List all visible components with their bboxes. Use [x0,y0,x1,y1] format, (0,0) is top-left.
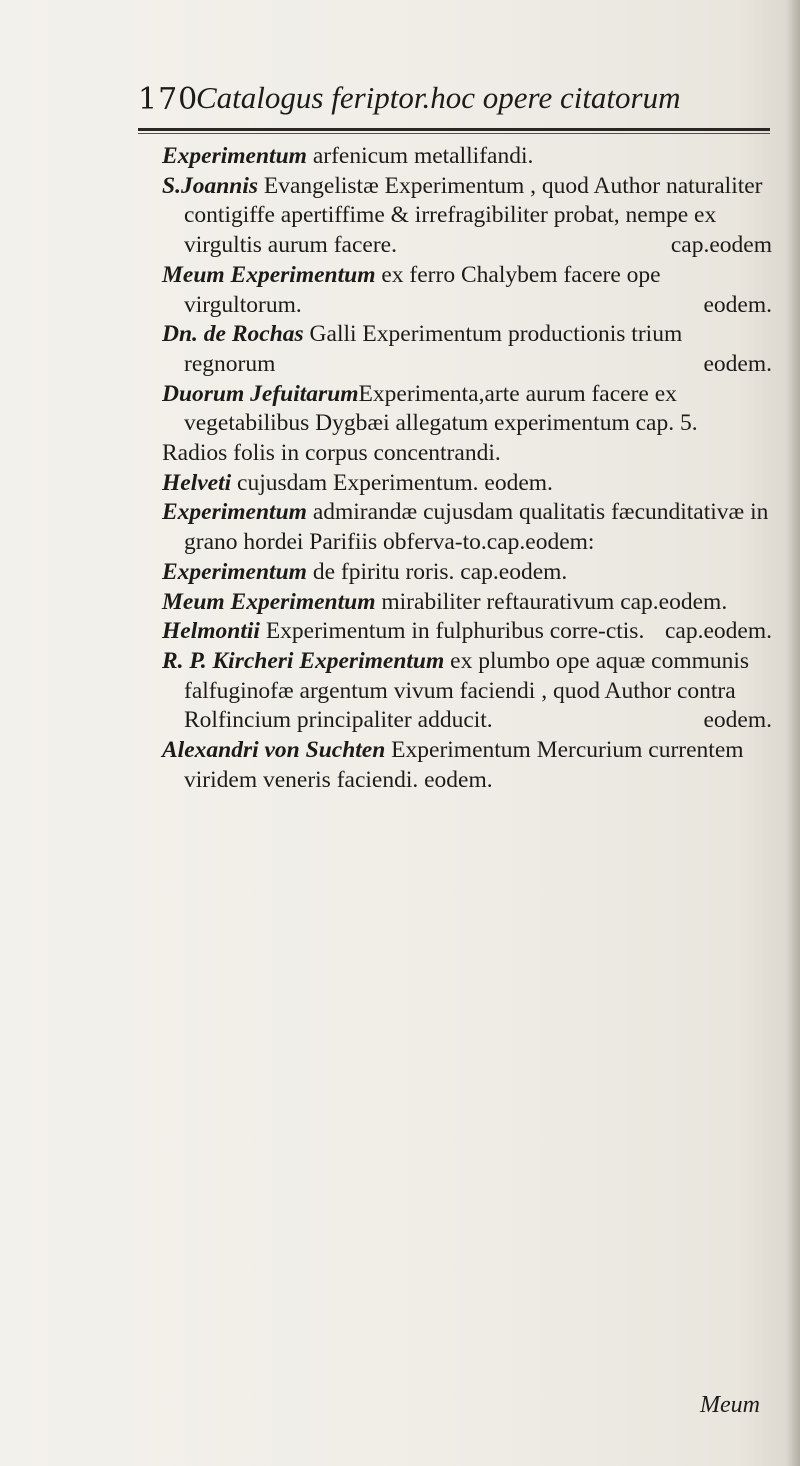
header-rule-thin [138,133,770,134]
catalog-entries [162,142,772,795]
catalog-entry: Helmontii Experimentum in fulphuribus corre-ctis. cap.eodem. [162,618,772,645]
catalog-entry: Dn. de Rochas Galli Experimentum productionis trium regnorum eodem. [162,321,772,377]
catalog-entry: Meum Experimentum ex ferro Chalybem facere ope virgultorum. eodem. [162,261,772,318]
page-header [138,82,778,122]
catalog-entry: S.Joannis Evangelistæ Experimentum , quod Author naturaliter contigiffe apertiffime & irrefragibiliter probat, nempe ex virgultis aurum facere. cap.eodem [162,172,772,259]
page-number: 170 [138,82,199,117]
running-title: Catalogus feriptor.hoc opere citatorum [196,80,681,115]
header-rule [138,128,770,131]
catalog-entry: Experimentum arfenicum metallifandi. [162,143,534,169]
catalog-entry: Alexandri von Suchten Experimentum Mercurium currentem viridem veneris faciendi. eodem. [162,737,744,793]
page-edge-shadow [786,0,800,1466]
catalog-entry: Experimentum de fpiritu roris. cap.eodem. [162,558,568,585]
catalog-entry: Experimentum admirandæ cujusdam qualitatis fæcunditativæ in grano hordei Parifiis obferva-to.cap.eodem: [162,499,769,556]
catchword: Meum [700,1392,760,1418]
catalog-entry: Duorum JefuitarumExperimenta,arte aurum facere ex vegetabilibus Dygbæi allegatum experimentum cap. 5. [162,380,698,437]
catalog-entry: Meum Experimentum mirabiliter reftaurativum cap.eodem. [162,588,728,615]
catalog-entry: Helveti cujusdam Experimentum. eodem. [162,469,553,496]
catalog-entry: Radios folis in corpus concentrandi. [162,440,501,467]
catalog-entry: R. P. Kircheri Experimentum ex plumbo ope aquæ communis falfuginofæ argentum vivum faciendi , quod Author contra Rolfincium principaliter adducit. eodem. [162,647,772,734]
